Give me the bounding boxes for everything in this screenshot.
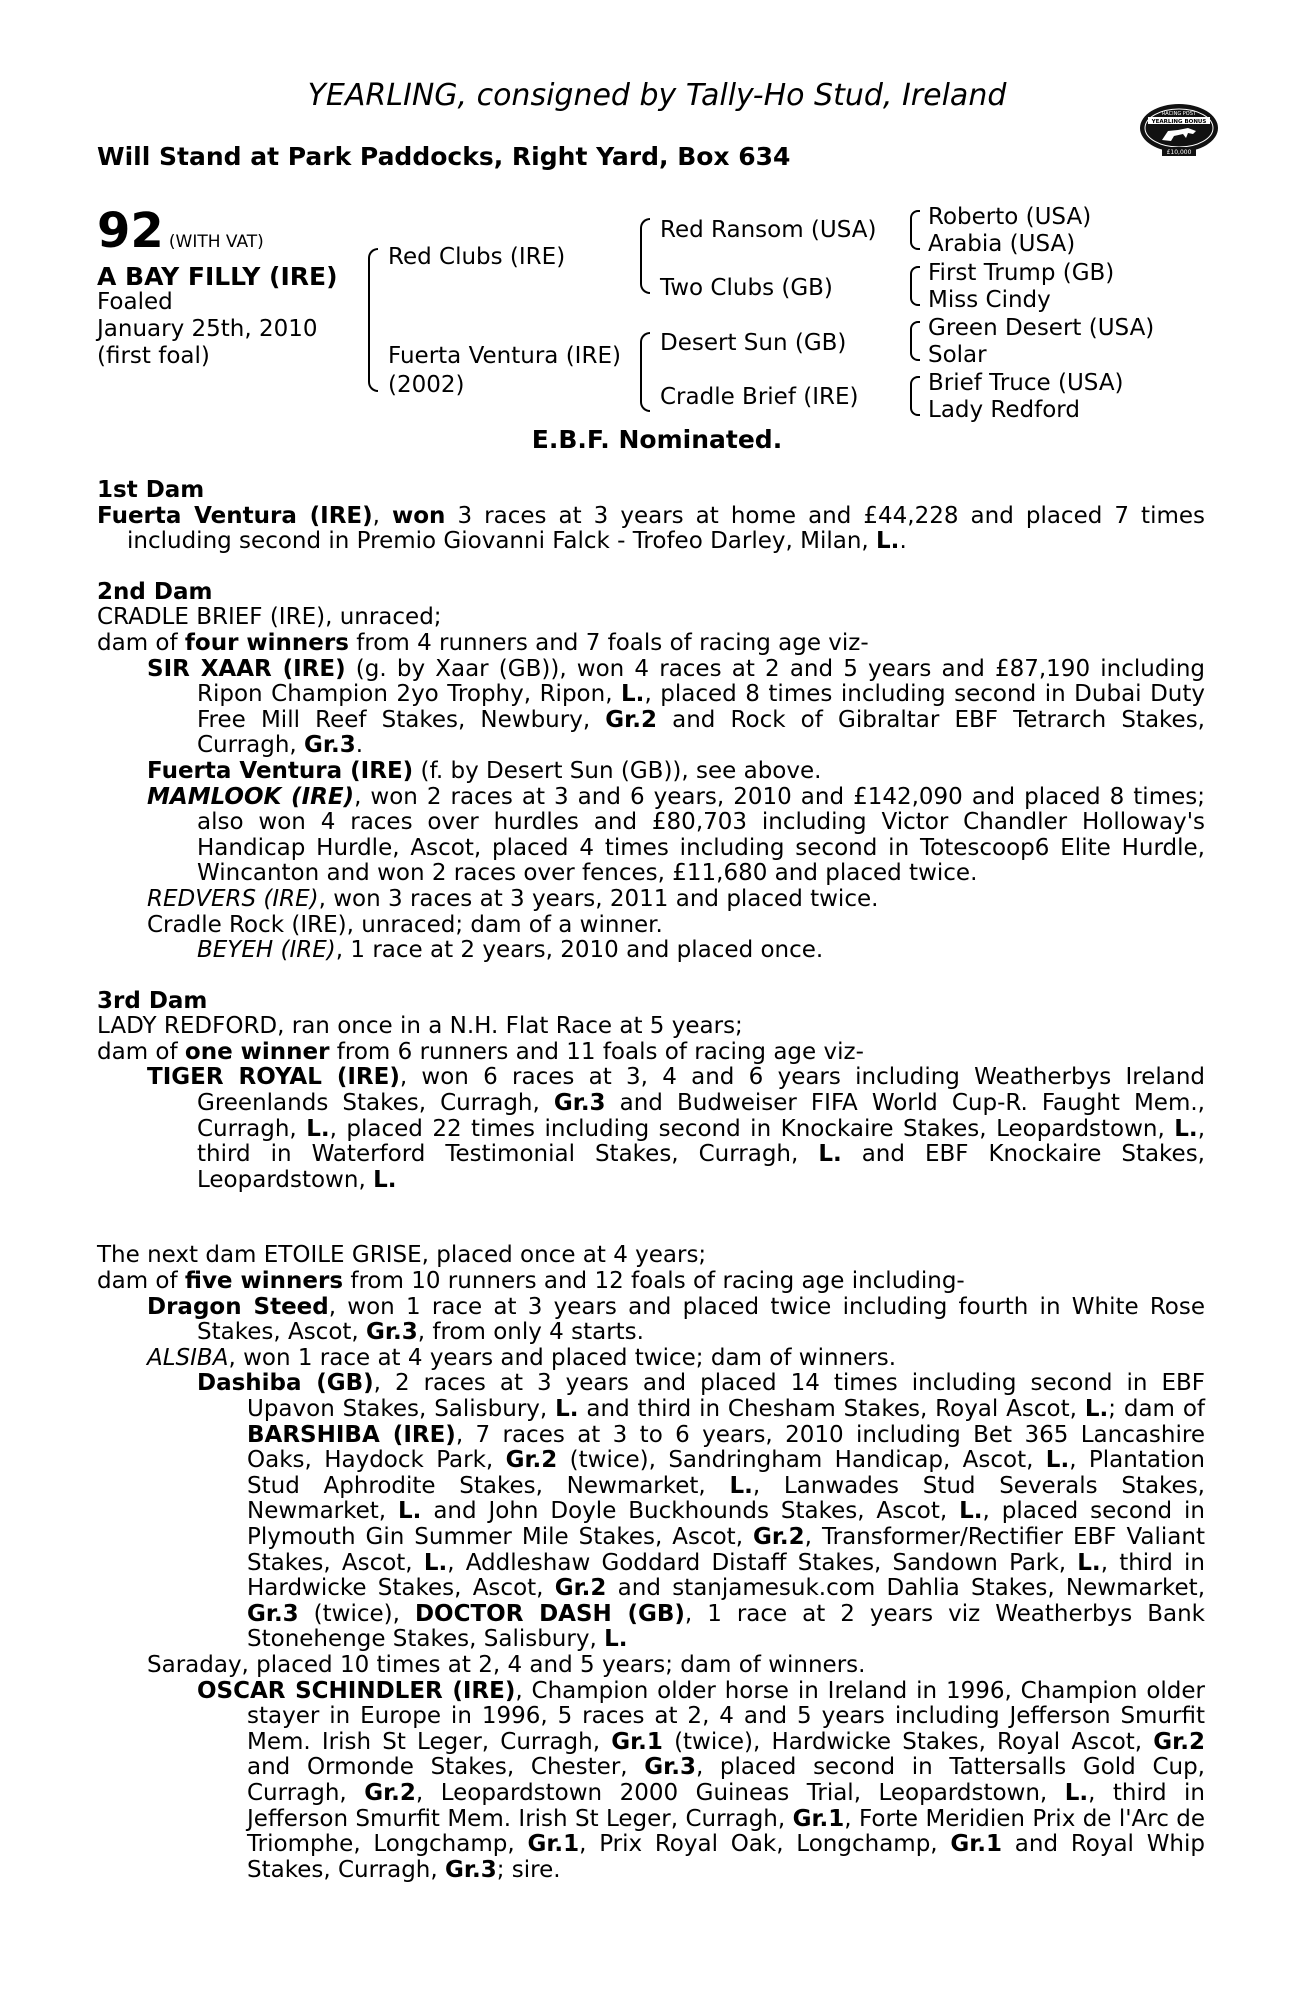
vat-note: (WITH VAT) bbox=[168, 232, 264, 252]
listed-tag: L. bbox=[876, 528, 900, 555]
produce-tiger-royal: TIGER ROYAL (IRE), won 6 races at 3, 4 and 6 years including Weatherbys Ireland Greenlands Stakes, Curragh, Gr.3 and Budweiser FIFA World Cup-R. Faught Mem., Curragh, L., placed 22 times including second in Knockaire Stakes, Leopardstown, L., third in Waterford Testimonial Stakes, Curragh, L. and EBF Knockaire Stakes, Leopardstown, L. bbox=[147, 1064, 1206, 1193]
stand-location: Will Stand at Park Paddocks, Right Yard, Box 634 bbox=[97, 142, 791, 171]
pedigree-brace-gen1 bbox=[368, 248, 378, 392]
badge-bottom-text: £10,000 bbox=[1166, 149, 1192, 156]
won-label: won bbox=[391, 502, 446, 529]
foal-note: (first foal) bbox=[97, 343, 210, 369]
foaled-label: Foaled bbox=[97, 289, 173, 315]
pedigree-sire-sire: Red Ransom (USA) bbox=[660, 217, 877, 243]
produce-redvers: REDVERS (IRE), won 3 races at 3 years, 2011 and placed twice. bbox=[147, 885, 879, 912]
produce-fuerta-ventura: Fuerta Ventura (IRE) (f. by Desert Sun (GB)), see above. bbox=[147, 757, 822, 784]
fourth-dam-summary: dam of five winners from 10 runners and 12 foals of racing age including- bbox=[97, 1268, 965, 1295]
lot-heading bbox=[97, 203, 264, 259]
pedigree-g3-1: Roberto (USA) bbox=[928, 204, 1092, 230]
pedigree-brace-g3a bbox=[910, 210, 920, 250]
horse-name: BARSHIBA (IRE) bbox=[247, 1421, 456, 1448]
horse-name: Dashiba (GB) bbox=[197, 1370, 374, 1397]
produce-alsiba: ALSIBA, won 1 race at 4 years and placed twice; dam of winners. bbox=[147, 1344, 897, 1371]
third-dam-heading: 3rd Dam bbox=[97, 987, 208, 1014]
first-dam-heading: 1st Dam bbox=[97, 477, 205, 503]
yearling-bonus-badge bbox=[1138, 100, 1220, 158]
pedigree-sire: Red Clubs (IRE) bbox=[388, 244, 566, 270]
first-dam-record: Fuerta Ventura (IRE), won 3 races at 3 years at home and £44,228 and placed 7 times including second in Premio Giovanni Falck - Trofeo Darley, Milan, L.. bbox=[97, 502, 1205, 555]
pedigree-brace-g3c bbox=[910, 321, 920, 361]
produce-dragon-steed: Dragon Steed, won 1 race at 3 years and placed twice including fourth in White Rose Stakes, Ascot, Gr.3, from only 4 starts. bbox=[147, 1293, 1206, 1346]
produce-oscar-schindler: OSCAR SCHINDLER (IRE), Champion older horse in Ireland in 1996, Champion older stayer in Europe in 1996, 5 races at 2, 4 and 5 years including Jefferson Smurfit Mem. Irish St Leger, Curragh, Gr.1 (twice), Hardwicke Stakes, Royal Ascot, Gr.2 and Ormonde Stakes, Chester, Gr.3, placed second in Tattersalls Gold Cup, Curragh, Gr.2, Leopardstown 2000 Guineas Trial, Leopardstown, L., third in Jefferson Smurfit Mem. Irish St Leger, Curragh, Gr.1, Forte Meridien Prix de l'Arc de Triomphe, Longchamp, Gr.1, Prix Royal Oak, Longchamp, Gr.1 and Royal Whip Stakes, Curragh, Gr.3; sire. bbox=[197, 1677, 1206, 1883]
third-dam-name: LADY REDFORD, ran once in a N.H. Flat Race at 5 years; bbox=[97, 1013, 743, 1040]
second-dam-name: CRADLE BRIEF (IRE), unraced; bbox=[97, 604, 442, 631]
horse-name: SIR XAAR (IRE) bbox=[147, 655, 346, 682]
foaled-date: January 25th, 2010 bbox=[97, 316, 318, 342]
pedigree-brace-g3b bbox=[910, 266, 920, 306]
badge-mid-text: YEARLING BONUS bbox=[1151, 119, 1207, 125]
catalogue-title: YEARLING, consigned by Tally-Ho Stud, Ireland bbox=[307, 78, 1007, 113]
produce-record bbox=[97, 478, 1205, 1883]
second-dam-summary: dam of four winners from 4 runners and 7 foals of racing age viz- bbox=[97, 629, 869, 656]
pedigree-g3-4: Miss Cindy bbox=[928, 287, 1051, 313]
horse-name: BEYEH (IRE) bbox=[197, 937, 336, 964]
horse-name: DOCTOR DASH (GB) bbox=[414, 1600, 685, 1627]
pedigree-dam-dam: Cradle Brief (IRE) bbox=[660, 384, 859, 410]
horse-name: Fuerta Ventura (IRE) bbox=[97, 502, 373, 529]
badge-top-text: RACING POST bbox=[1162, 111, 1196, 117]
produce-beyeh: BEYEH (IRE), 1 race at 2 years, 2010 and placed once. bbox=[197, 937, 824, 964]
pedigree-dam: Fuerta Ventura (IRE) bbox=[388, 343, 621, 369]
produce-mamlook: MAMLOOK (IRE), won 2 races at 3 and 6 years, 2010 and £142,090 and placed 8 times; also won 4 races over hurdles and £80,703 including Victor Chandler Holloway's Handicap Hurdle, Ascot, placed 4 times including second in Totescoop6 Elite Hurdle, Wincanton and won 2 races over fences, £11,680 and placed twice. bbox=[147, 783, 1205, 887]
pedigree-g3-6: Solar bbox=[928, 342, 987, 368]
pedigree-dam-year: (2002) bbox=[388, 372, 465, 398]
pedigree-g3-3: First Trump (GB) bbox=[928, 260, 1115, 286]
produce-sir-xaar: SIR XAAR (IRE) (g. by Xaar (GB)), won 4 races at 2 and 5 years and £87,190 including Ripon Champion 2yo Trophy, Ripon, L., placed 8 times including second in Dubai Duty Free Mill Reef Stakes, Newbury, Gr.2 and Rock of Gibraltar EBF Tetrarch Stakes, Curragh, Gr.3. bbox=[147, 655, 1205, 759]
pedigree-brace-g3d bbox=[910, 376, 920, 416]
horse-name: MAMLOOK (IRE) bbox=[147, 783, 355, 810]
pedigree-g3-2: Arabia (USA) bbox=[928, 231, 1076, 257]
horse-name: OSCAR SCHINDLER (IRE) bbox=[197, 1677, 516, 1704]
produce-dashiba: Dashiba (GB), 2 races at 3 years and placed 14 times including second in EBF Upavon Stakes, Salisbury, L. and third in Chesham Stakes, Royal Ascot, L.; dam of BARSHIBA (IRE), 7 races at 3 to 6 years, 2010 including Bet 365 Lancashire Oaks, Haydock Park, Gr.2 (twice), Sandringham Handicap, Ascot, L., Plantation Stud Aphrodite Stakes, Newmarket, L., Lanwades Stud Severals Stakes, Newmarket, L. and John Doyle Buckhounds Stakes, Ascot, L., placed second in Plymouth Gin Summer Mile Stakes, Ascot, Gr.2, Transformer/Rectifier EBF Valiant Stakes, Ascot, L., Addleshaw Goddard Distaff Stakes, Sandown Park, L., third in Hardwicke Stakes, Ascot, Gr.2 and stanjamesuk.com Dahlia Stakes, Newmarket, Gr.3 (twice), DOCTOR DASH (GB), 1 race at 2 years viz Weatherbys Bank Stonehenge Stakes, Salisbury, L. bbox=[197, 1370, 1206, 1653]
second-dam-heading: 2nd Dam bbox=[97, 578, 213, 605]
horse-name: TIGER ROYAL (IRE) bbox=[147, 1064, 400, 1091]
produce-saraday: Saraday, placed 10 times at 2, 4 and 5 years; dam of winners. bbox=[147, 1651, 866, 1678]
ebf-nomination: E.B.F. Nominated. bbox=[531, 425, 783, 454]
pedigree-g3-8: Lady Redford bbox=[928, 397, 1080, 423]
horse-name: ALSIBA bbox=[147, 1344, 229, 1371]
lot-name: A BAY FILLY (IRE) bbox=[97, 262, 338, 291]
fourth-dam-name: The next dam ETOILE GRISE, placed once at 4 years; bbox=[97, 1242, 707, 1269]
produce-cradle-rock: Cradle Rock (IRE), unraced; dam of a winner. bbox=[147, 911, 663, 938]
pedigree-brace-sire bbox=[640, 218, 650, 294]
horse-name: REDVERS (IRE) bbox=[147, 885, 319, 912]
third-dam-summary: dam of one winner from 6 runners and 11 foals of racing age viz- bbox=[97, 1038, 864, 1065]
pedigree-g3-5: Green Desert (USA) bbox=[928, 315, 1155, 341]
pedigree-g3-7: Brief Truce (USA) bbox=[928, 370, 1124, 396]
horse-name: Fuerta Ventura (IRE) bbox=[147, 757, 414, 784]
pedigree-sire-dam: Two Clubs (GB) bbox=[660, 275, 833, 301]
pedigree-brace-dam bbox=[640, 332, 650, 412]
horse-name: Dragon Steed bbox=[147, 1293, 329, 1320]
lot-number: 92 bbox=[97, 203, 164, 259]
pedigree-dam-sire: Desert Sun (GB) bbox=[660, 330, 847, 356]
